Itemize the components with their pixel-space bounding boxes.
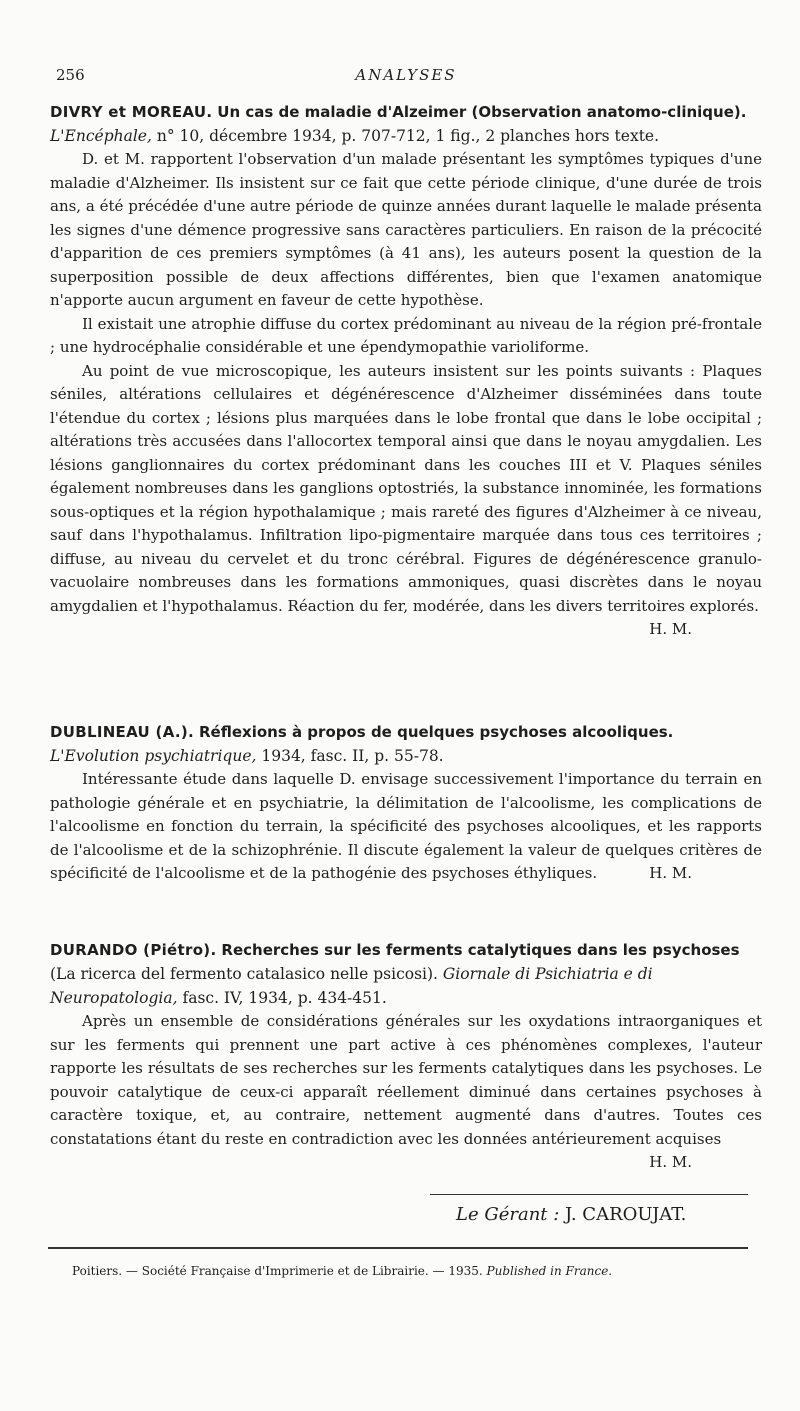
article-signature: H. M. xyxy=(649,864,692,882)
article-dublineau xyxy=(50,720,762,886)
gerant-line xyxy=(456,1204,686,1225)
article-reference: fasc. IV, 1934, p. 434-451. xyxy=(182,989,387,1007)
article-durando xyxy=(50,938,762,1175)
article-paragraph: Après un ensemble de considérations générales sur les oxydations intraorganiques et sur les ferments qui prennent une part active à ces phénomènes complexes, l'auteur rapporte les résultats de ses recherches sur les ferments catalytiques dans les psychoses. Le pouvoir catalytique de ceux-ci apparaît réellement diminué dans certaines psychoses à caractère toxique, et, au contraire, nettement augmenté dans d'autres. Toutes ces constatations étant du reste en contradiction avec les données antérieurement acquises xyxy=(50,1012,762,1148)
article-divry-moreau xyxy=(50,100,762,642)
article-paragraph xyxy=(50,360,762,638)
published-note: Published in France. xyxy=(486,1264,613,1278)
article-citation xyxy=(50,938,762,1010)
gerant-label: Le Gérant : xyxy=(456,1204,560,1225)
article-citation xyxy=(50,720,762,768)
article-citation xyxy=(50,100,762,148)
article-paragraph-text: Au point de vue microscopique, les auteurs insistent sur les points suivants : Plaques séniles, altérations cellulaires et dégénérescence d'Alzheimer disséminées dans toute l'étendue du cortex ; lésions plus marquées dans le lobe frontal que dans le lobe occipital ; altérations très accusées dans l'allocortex temporal ainsi que dans le noyau amygdalien. Les lésions ganglionnaires du cortex prédominant dans les couches III et V. Plaques séniles également nombreuses dans les ganglions optostriés, la substance innominée, les formations sous-optiques et la région hypothalamique ; mais rareté des figures d'Alzheimer à ce niveau, sauf dans l'hypothalamus. Infiltration lipo-pigmentaire marquée dans tous ces territoires ; diffuse, au niveau du cervelet et du tronc cérébral. Figures de dégénérescence granulo-vacuolaire nombreuses dans les formations ammoniques, quasi discrètes dans le noyau amygdalien et l'hypothalamus. Réaction du fer, modérée, dans les divers territoires explorés. xyxy=(50,361,762,615)
article-journal: L'Encéphale, xyxy=(50,127,152,145)
printer-footer xyxy=(72,1264,612,1278)
divider xyxy=(48,1247,748,1249)
article-title: Un cas de maladie d'Alzeimer (Observation anatomo-clinique). xyxy=(217,103,747,121)
divider xyxy=(430,1194,748,1195)
printer-imprint: Poitiers. — Société Française d'Imprimerie et de Librairie. — 1935. xyxy=(72,1264,483,1278)
article-paragraph-text: Intéressante étude dans laquelle D. envisage successivement l'importance du terrain en pathologie générale et en psychiatrie, la délimitation de l'alcoolisme, les complications de l'alcoolisme en fonction du terrain, la spécificité des psychoses alcooliques, et les rapports de l'alcoolisme et de la schizophrénie. Il discute également la valeur de quelques critères de spécificité de l'alcoolisme et de la pathogénie des psychoses éthyliques. xyxy=(50,770,762,882)
article-signature: H. M. xyxy=(649,620,692,638)
article-authors: DURANDO (Piétro). xyxy=(50,941,217,959)
article-reference: n° 10, décembre 1934, p. 707-712, 1 fig., 2 planches hors texte. xyxy=(156,127,660,145)
article-authors: DUBLINEAU (A.). xyxy=(50,723,195,741)
article-paragraph: D. et M. rapportent l'observation d'un malade présentant les symptômes typiques d'une maladie d'Alzheimer. Ils insistent sur ce fait que cette période clinique, d'une durée de trois ans, a été précédée d'une autre période de quinze années durant laquelle le malade présenta les signes d'une démence progressive sans caractères particuliers. En raison de la précocité d'apparition de ces premiers symptômes (à 41 ans), les auteurs posent la question de la superposition possible de deux affections différentes, bien que l'examen anatomique n'apporte aucun argument en faveur de cette hypothèse. xyxy=(50,150,762,309)
article-paragraph: Il existait une atrophie diffuse du cortex prédominant au niveau de la région pré-frontale ; une hydrocéphalie considérable et une épendymopathie varioliforme. xyxy=(50,314,762,356)
article-title: Recherches sur les ferments catalytiques dans les psychoses xyxy=(221,941,740,959)
article-paragraph xyxy=(50,768,762,886)
article-authors: DIVRY et MOREAU. xyxy=(50,103,213,121)
page-number: 256 xyxy=(56,66,85,84)
article-journal: Giornale di Psichiatria e di Neuropatologia, xyxy=(50,965,653,1007)
article-journal: L'Evolution psychiatrique, xyxy=(50,747,257,765)
article-signature: H. M. xyxy=(649,1153,692,1171)
article-subtitle: (La ricerca del fermento catalasico nelle psicosi). xyxy=(50,965,438,983)
running-head: ANALYSES xyxy=(355,66,457,84)
gerant-name: J. CAROUJAT. xyxy=(565,1204,687,1225)
page-header xyxy=(56,66,756,92)
article-reference: 1934, fasc. II, p. 55-78. xyxy=(261,747,444,765)
article-title: Réflexions à propos de quelques psychoses alcooliques. xyxy=(199,723,674,741)
